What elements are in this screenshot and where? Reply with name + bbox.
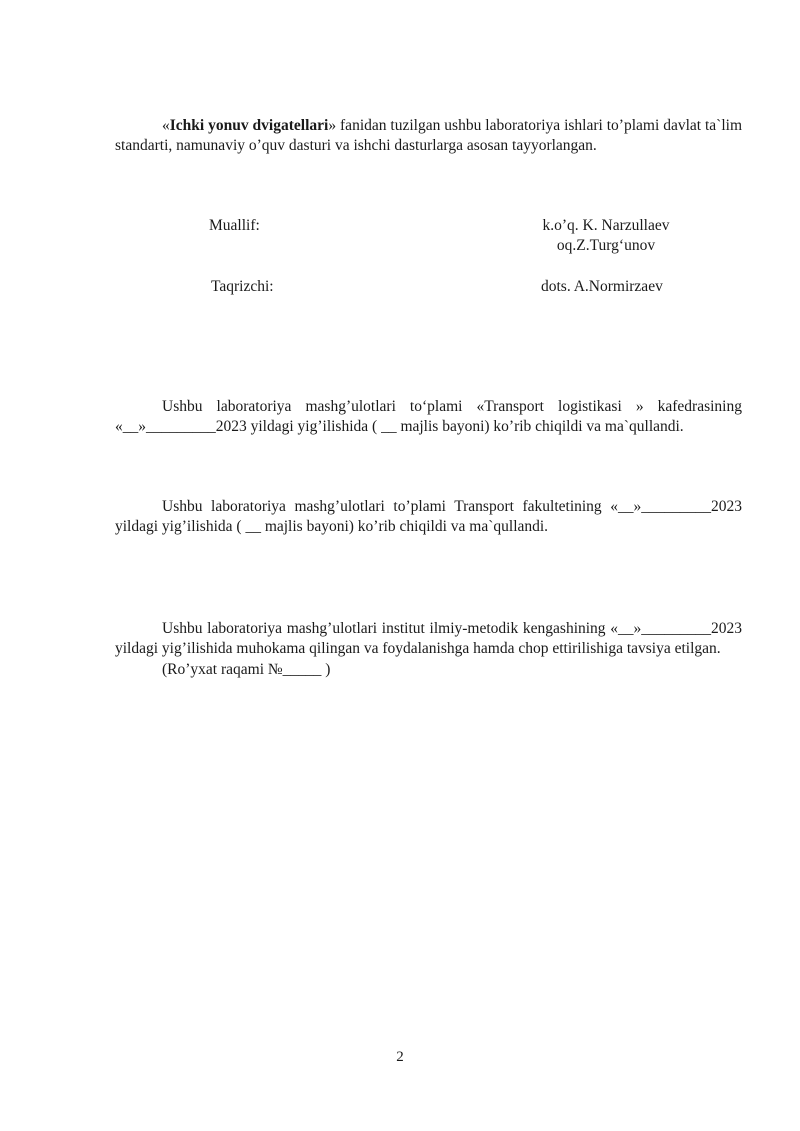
intro-open-quote: « bbox=[162, 117, 170, 134]
reviewer-label: Taqrizchi: bbox=[211, 278, 274, 295]
page-number: 2 bbox=[396, 1049, 404, 1065]
author-name-2: oq.Z.Turg‘unov bbox=[556, 237, 656, 254]
author-names bbox=[541, 216, 671, 256]
kengash-approval-paragraph: Ushbu laboratoriya mashg’ulotlari institut ilmiy-metodik kengashining «__»_________2023 yildagi yig’ilishida muhokama qilingan va foydalanishga hamda chop ettirilishiga tavsiya etilgan. bbox=[115, 620, 742, 657]
author-name-1: k.o’q. K. Narzullaev bbox=[542, 217, 670, 234]
intro-paragraph bbox=[115, 116, 742, 156]
kafedra-approval-paragraph: Ushbu laboratoriya mashg’ulotlari to‘plami «Transport logistikasi » kafedrasining «__»_________2023 yildagi yig’ilishida ( __ majlis bayoni) ko’rib chiqildi va ma`qullandi. bbox=[115, 398, 742, 435]
registration-number-line: (Ro’yxat raqami №_____ ) bbox=[162, 661, 331, 678]
fakultet-approval-paragraph: Ushbu laboratoriya mashg’ulotlari to’plami Transport fakultetining «__»_________2023 yildagi yig’ilishida ( __ majlis bayoni) ko’rib chiqildi va ma`qullandi. bbox=[115, 498, 742, 535]
author-label: Muallif: bbox=[209, 217, 260, 234]
subject-title: Ichki yonuv dvigatellari bbox=[169, 117, 329, 134]
reviewer-name: dots. A.Normirzaev bbox=[541, 278, 663, 295]
intro-text: » fanidan tuzilgan ushbu laboratoriya ishlari to’plami davlat ta`lim standarti, namunaviy o’quv dasturi va ishchi dasturlarga asosan tayyorlangan. bbox=[115, 117, 743, 154]
